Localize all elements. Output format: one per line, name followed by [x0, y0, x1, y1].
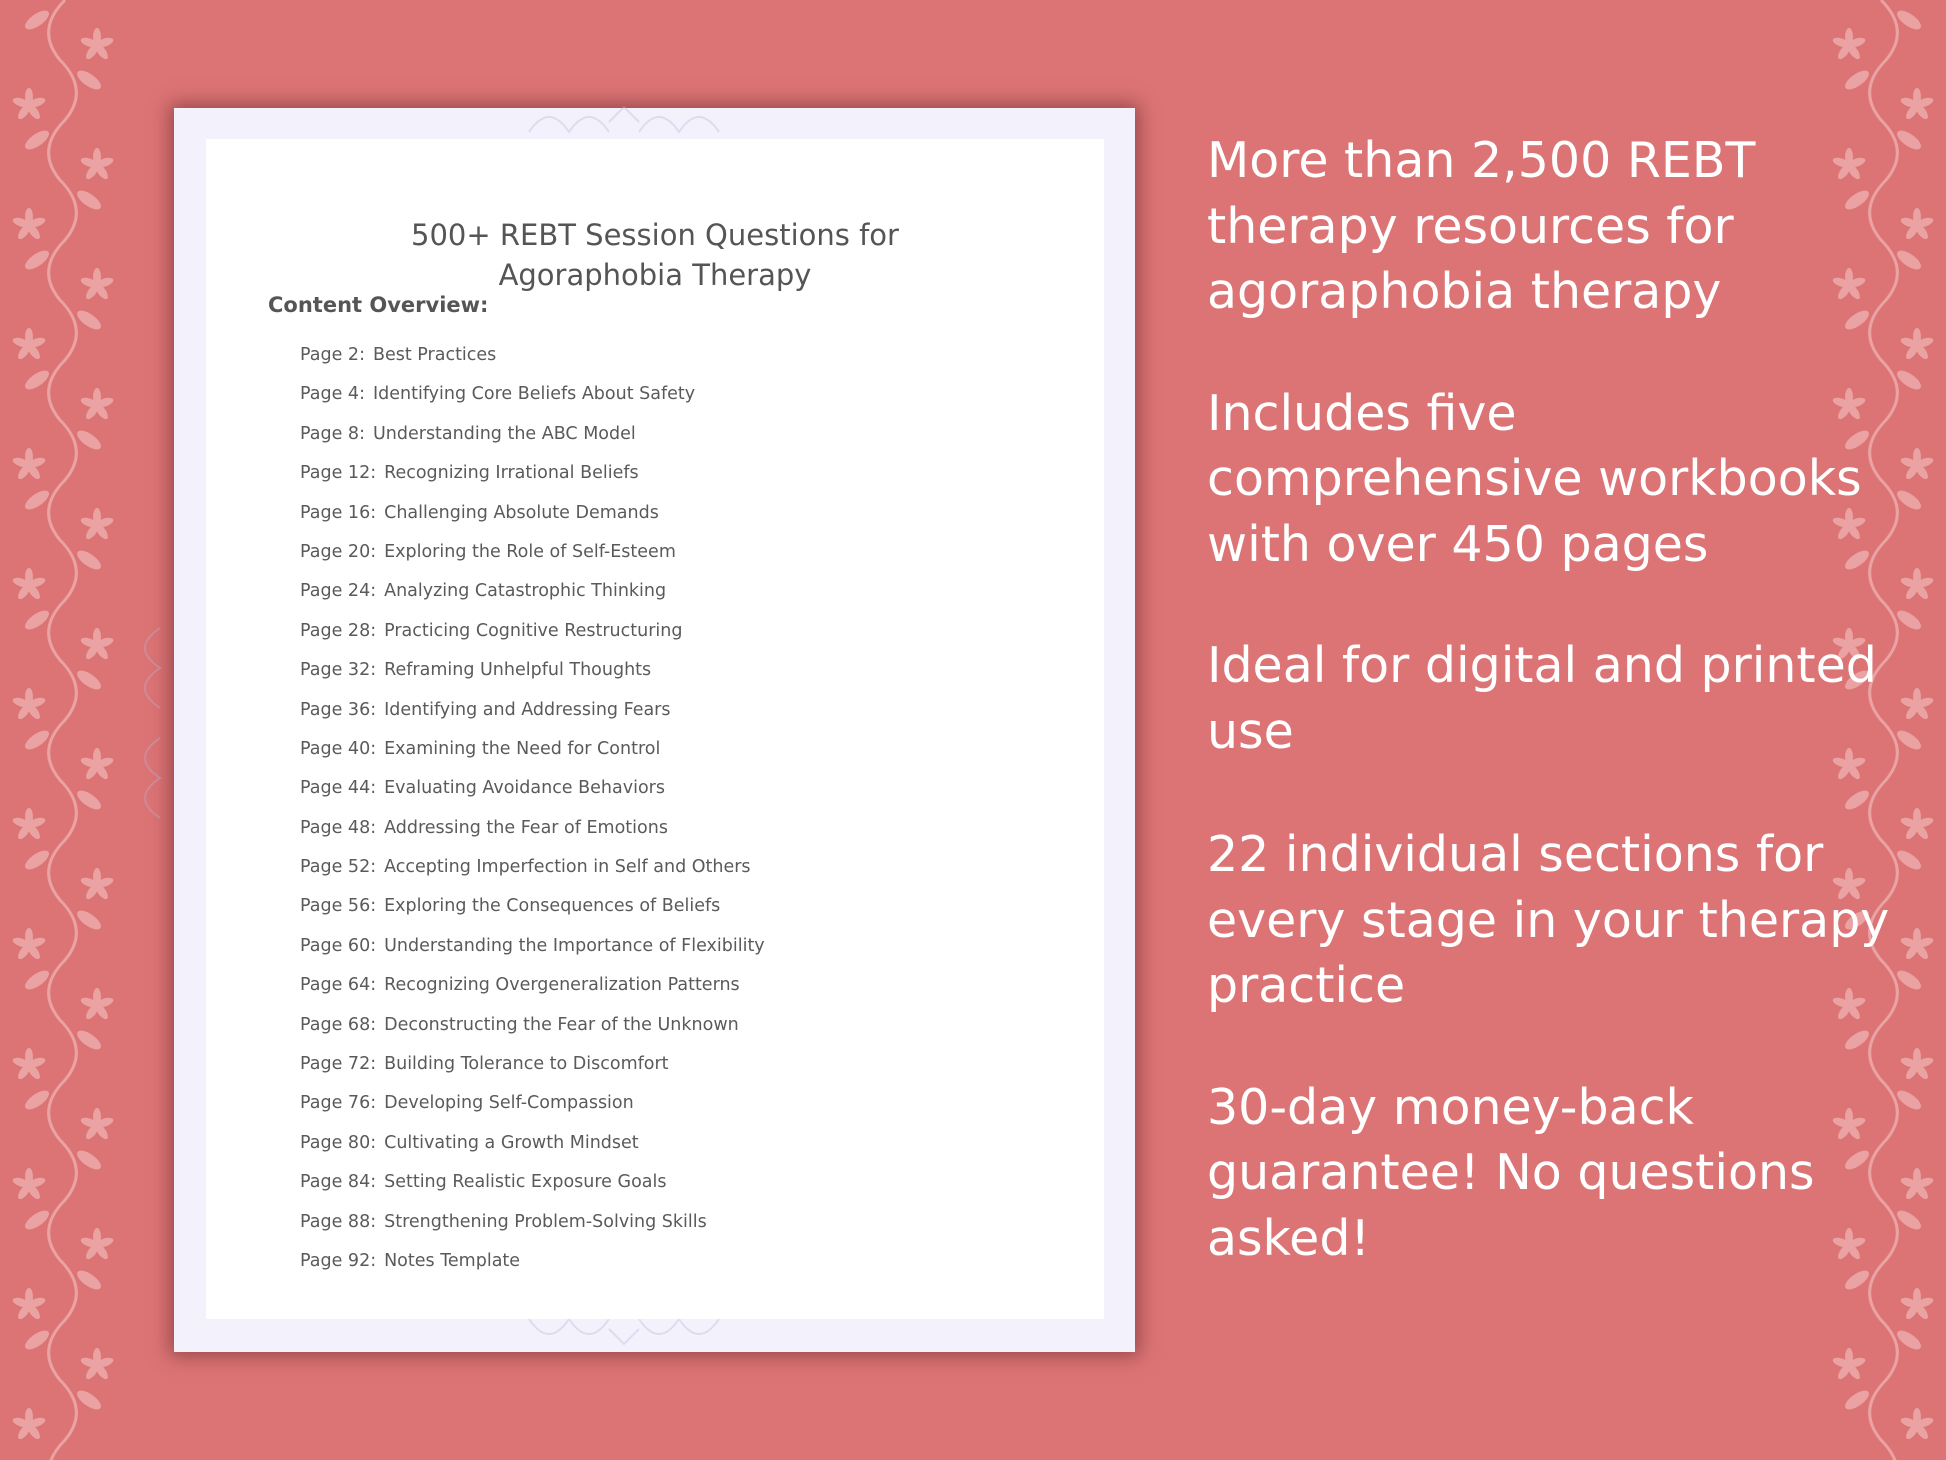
toc-page-number: Page 20:: [300, 541, 377, 562]
toc-section-title: Developing Self-Compassion: [384, 1093, 634, 1114]
toc-item: [300, 927, 765, 966]
toc-section-title: Understanding the ABC Model: [372, 423, 636, 444]
toc-page-number: Page 2:: [300, 345, 365, 365]
toc-page-number: Page 52:: [300, 857, 377, 878]
toc-item: [300, 848, 765, 887]
toc-page-number: Page 24:: [300, 581, 377, 602]
toc-section-title: Identifying Core Beliefs About Safety: [372, 384, 696, 405]
toc-item: [300, 612, 765, 651]
toc-section-title: Exploring the Role of Self-Esteem: [384, 541, 676, 562]
toc-item: [300, 572, 765, 611]
toc-item: [300, 454, 765, 493]
feature-list: [1207, 128, 1907, 1327]
toc-item: [300, 1045, 765, 1084]
toc-section-title: Identifying and Addressing Fears: [384, 699, 671, 720]
toc-section-title: Recognizing Irrational Beliefs: [384, 463, 639, 484]
content-overview-heading: Content Overview:: [268, 293, 489, 317]
toc-section-title: Practicing Cognitive Restructuring: [384, 620, 683, 641]
toc-section-title: Exploring the Consequences of Beliefs: [384, 896, 721, 917]
toc-page-number: Page 64:: [300, 975, 377, 996]
toc-page-number: Page 4:: [300, 384, 365, 405]
toc-item: [300, 336, 765, 375]
mandala-icon: [509, 102, 739, 138]
feature-text: Ideal for digital and printed use: [1207, 637, 1877, 760]
toc-section-title: Best Practices: [372, 345, 497, 365]
toc-section-title: Building Tolerance to Discomfort: [384, 1054, 669, 1075]
document-title: [206, 215, 1104, 295]
document-page: [174, 108, 1135, 1352]
toc-section-title: Addressing the Fear of Emotions: [384, 817, 668, 838]
toc-page-number: Page 56:: [300, 896, 377, 917]
mandala-icon: [110, 608, 170, 838]
toc-section-title: Accepting Imperfection in Self and Others: [384, 857, 751, 878]
toc-section-title: Setting Realistic Exposure Goals: [384, 1172, 667, 1193]
toc-item: [300, 1163, 765, 1202]
toc-page-number: Page 88:: [300, 1211, 377, 1232]
toc-section-title: Notes Template: [384, 1250, 521, 1271]
toc-section-title: Analyzing Catastrophic Thinking: [384, 581, 667, 602]
toc-item: [300, 966, 765, 1005]
toc-page-number: Page 76:: [300, 1093, 377, 1114]
toc-section-title: Cultivating a Growth Mindset: [384, 1132, 639, 1153]
toc-section-title: Recognizing Overgeneralization Patterns: [384, 975, 740, 996]
document-title-line: Agoraphobia Therapy: [498, 258, 812, 292]
toc-item: [300, 691, 765, 730]
toc-section-title: Evaluating Avoidance Behaviors: [384, 778, 665, 799]
toc-item: [300, 1006, 765, 1045]
toc-page-number: Page 16:: [300, 502, 377, 523]
toc-page-number: Page 28:: [300, 620, 377, 641]
feature-text: Includes five comprehensive workbooks with over 450 pages: [1207, 384, 1862, 573]
toc-item: [300, 1203, 765, 1242]
toc-item: [300, 651, 765, 690]
toc-section-title: Examining the Need for Control: [384, 738, 661, 759]
toc-page-number: Page 84:: [300, 1172, 377, 1193]
feature-text: 30-day money-back guarantee! No questions asked!: [1207, 1078, 1815, 1267]
toc-item: [300, 494, 765, 533]
toc-item: [300, 887, 765, 926]
toc-page-number: Page 8:: [300, 423, 365, 444]
toc-section-title: Deconstructing the Fear of the Unknown: [384, 1014, 739, 1035]
toc-item: [300, 375, 765, 414]
toc-item: [300, 415, 765, 454]
toc-page-number: Page 48:: [300, 817, 377, 838]
feature-text: More than 2,500 REBT therapy resources for agoraphobia therapy: [1207, 132, 1756, 320]
toc-section-title: Strengthening Problem-Solving Skills: [384, 1211, 707, 1232]
document-title-line: 500+ REBT Session Questions for: [411, 218, 899, 252]
document-content: [206, 139, 1104, 1319]
feature-text: 22 individual sections for every stage in your therapy practice: [1207, 826, 1890, 1014]
toc-section-title: Challenging Absolute Demands: [384, 502, 659, 523]
toc-page-number: Page 60:: [300, 935, 377, 956]
toc-item: [300, 730, 765, 769]
toc-page-number: Page 44:: [300, 778, 377, 799]
toc-page-number: Page 68:: [300, 1014, 377, 1035]
toc-page-number: Page 80:: [300, 1132, 377, 1153]
toc-item: [300, 533, 765, 572]
toc-page-number: Page 40:: [300, 738, 377, 759]
toc-section-title: Understanding the Importance of Flexibility: [384, 935, 765, 956]
toc-page-number: Page 36:: [300, 699, 377, 720]
toc-item: [300, 809, 765, 848]
toc-item: [300, 1084, 765, 1123]
toc-page-number: Page 92:: [300, 1250, 377, 1271]
table-of-contents: [300, 336, 765, 1281]
toc-page-number: Page 12:: [300, 463, 377, 484]
toc-item: [300, 769, 765, 808]
toc-page-number: Page 32:: [300, 660, 377, 681]
toc-page-number: Page 72:: [300, 1054, 377, 1075]
toc-item: [300, 1124, 765, 1163]
toc-section-title: Reframing Unhelpful Thoughts: [384, 660, 652, 681]
toc-item: [300, 1242, 765, 1281]
